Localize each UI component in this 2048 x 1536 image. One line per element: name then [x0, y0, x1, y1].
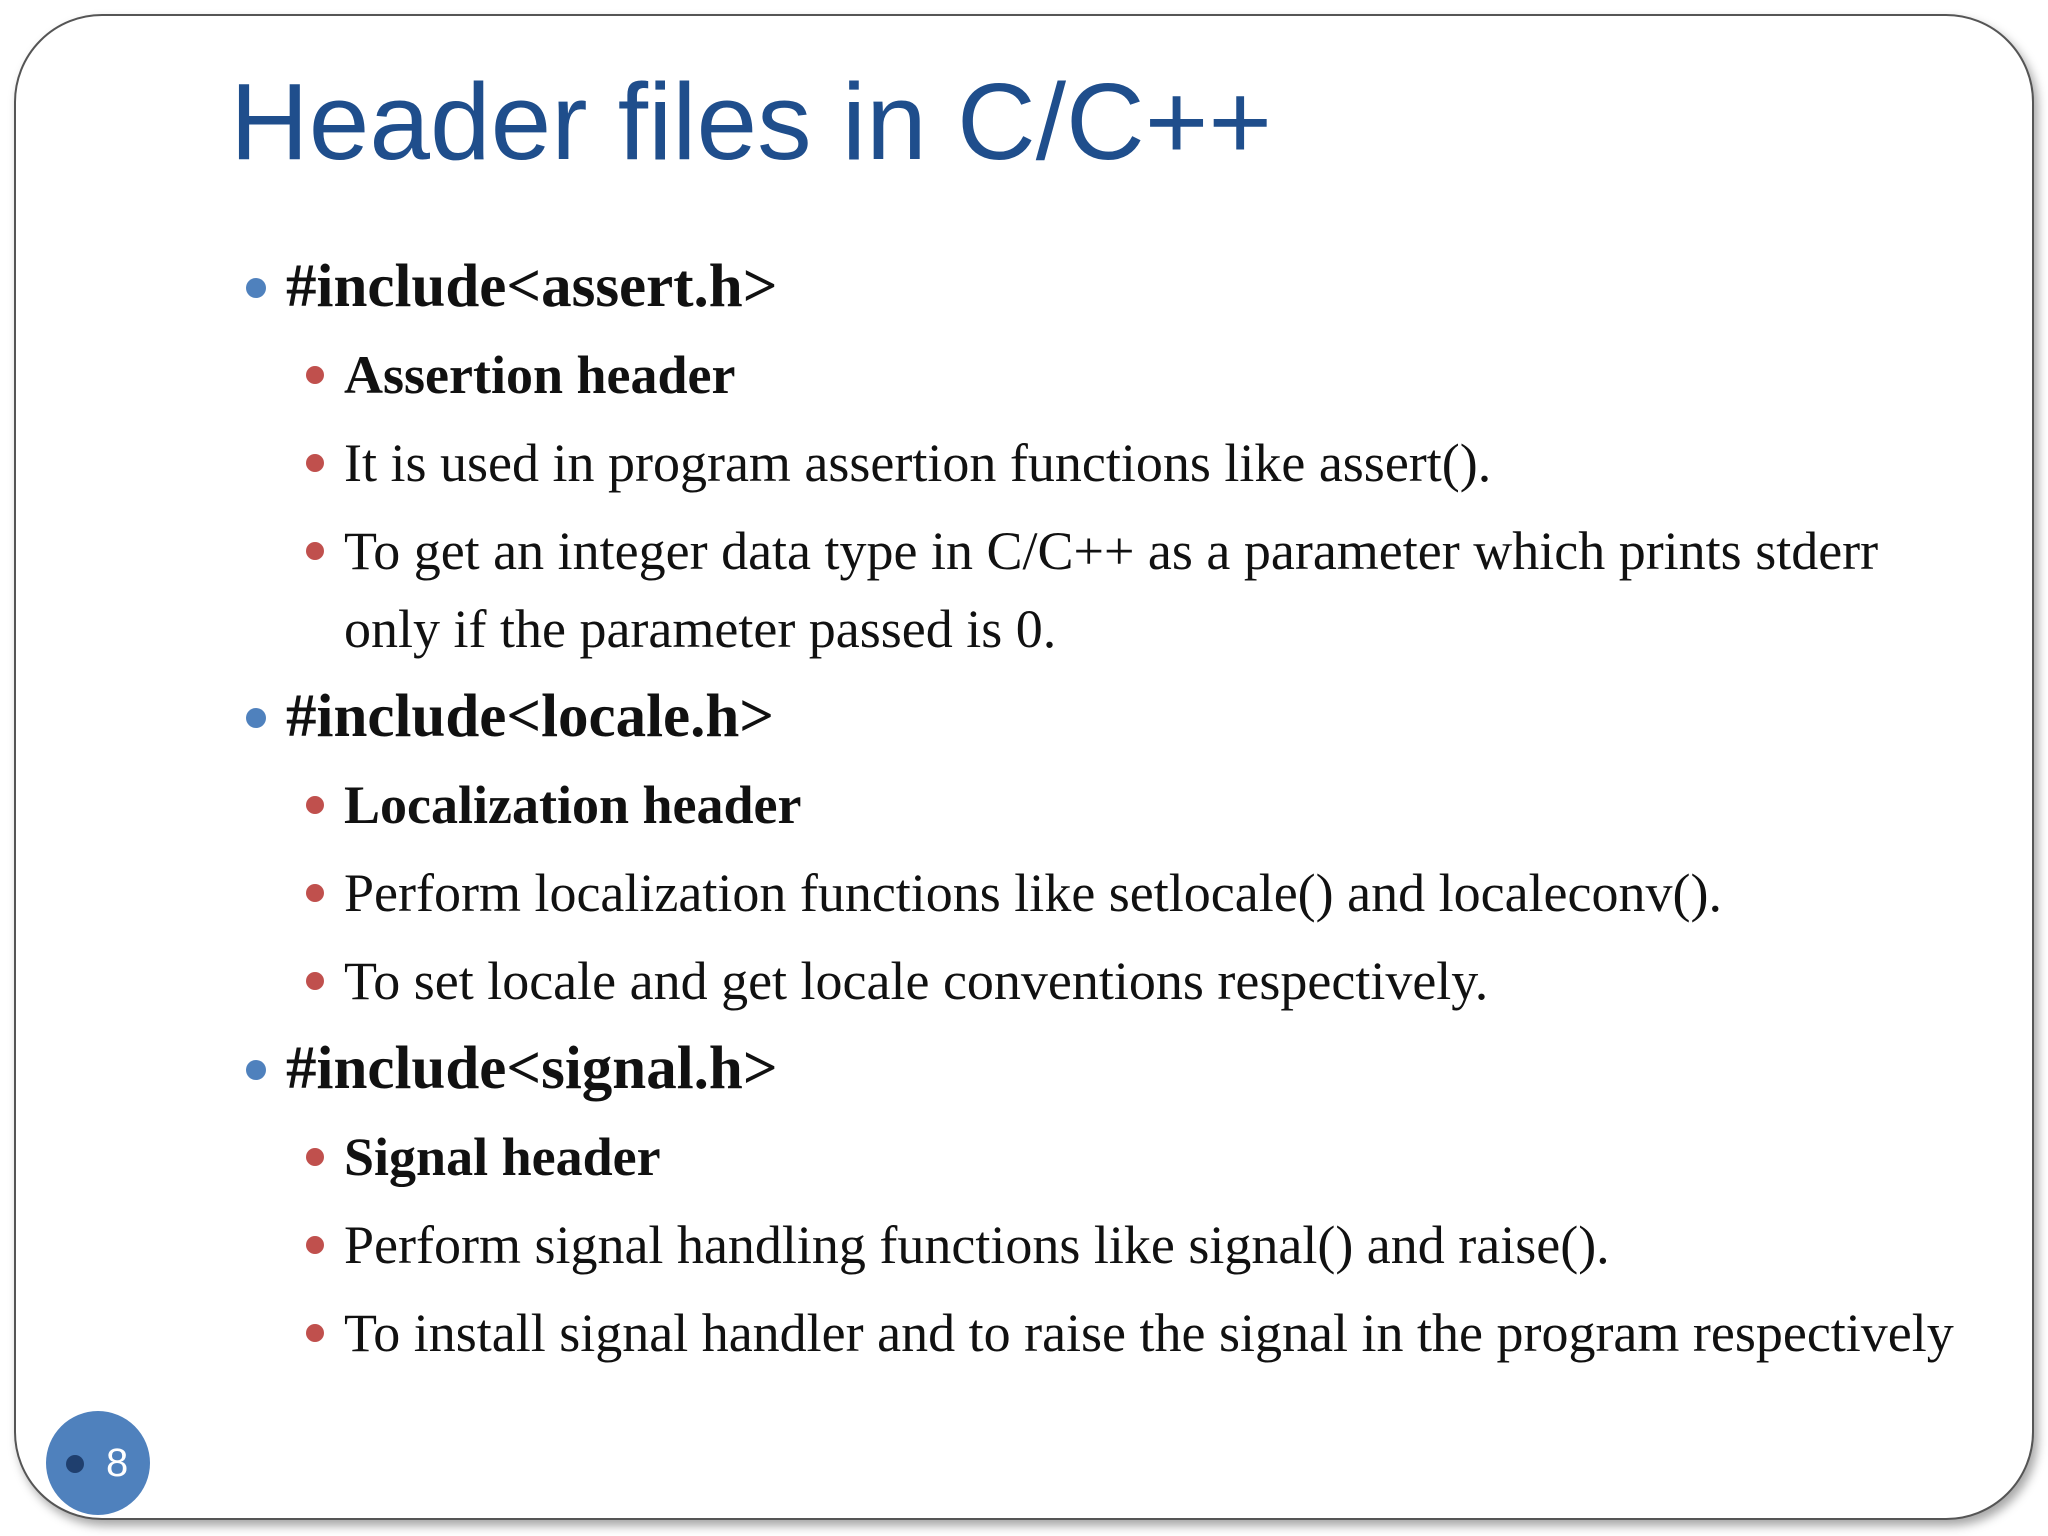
list-item — [216, 942, 1986, 1020]
list-item — [216, 512, 1986, 668]
bullet-icon — [306, 796, 324, 814]
bullet-icon — [306, 1324, 324, 1342]
list-item — [216, 1118, 1986, 1196]
section-heading-text: #include<assert.h> — [286, 253, 778, 320]
section-signal-heading — [216, 1030, 1986, 1108]
bullet-icon — [246, 278, 266, 298]
list-item-text: Signal header — [344, 1127, 661, 1187]
list-item-text: To get an integer data type in C/C++ as a parameter which prints stderr only if the parameter passed is 0. — [344, 521, 1879, 659]
section-heading-text: #include<signal.h> — [286, 1035, 778, 1102]
bullet-icon — [306, 454, 324, 472]
bullet-icon — [306, 366, 324, 384]
bullet-icon — [306, 1148, 324, 1166]
bullet-icon — [306, 884, 324, 902]
section-assert-heading — [216, 248, 1986, 326]
list-item — [216, 766, 1986, 844]
list-item — [216, 336, 1986, 414]
list-item-text: It is used in program assertion functions like assert(). — [344, 433, 1492, 493]
badge-dot-icon — [66, 1455, 84, 1473]
slide-content — [216, 248, 1986, 1382]
list-item-text: To set locale and get locale conventions respectively. — [344, 951, 1489, 1011]
section-heading-text: #include<locale.h> — [286, 683, 775, 750]
slide-title: Header files in C/C++ — [230, 61, 1273, 183]
list-item-text: To install signal handler and to raise the signal in the program respectively — [344, 1303, 1954, 1363]
list-item-text: Localization header — [344, 775, 802, 835]
section-locale-heading — [216, 678, 1986, 756]
page-number: 8 — [106, 1441, 129, 1485]
bullet-icon — [306, 542, 324, 560]
list-item — [216, 1206, 1986, 1284]
page-number-badge — [46, 1411, 150, 1515]
list-item — [216, 854, 1986, 932]
bullet-icon — [306, 972, 324, 990]
list-item-text: Assertion header — [344, 345, 736, 405]
list-item-text: Perform localization functions like setlocale() and localeconv(). — [344, 863, 1722, 923]
list-item — [216, 1294, 1986, 1372]
list-item-text: Perform signal handling functions like signal() and raise(). — [344, 1215, 1610, 1275]
bullet-icon — [246, 708, 266, 728]
bullet-icon — [306, 1236, 324, 1254]
bullet-icon — [246, 1060, 266, 1080]
list-item — [216, 424, 1986, 502]
slide — [14, 14, 2034, 1520]
